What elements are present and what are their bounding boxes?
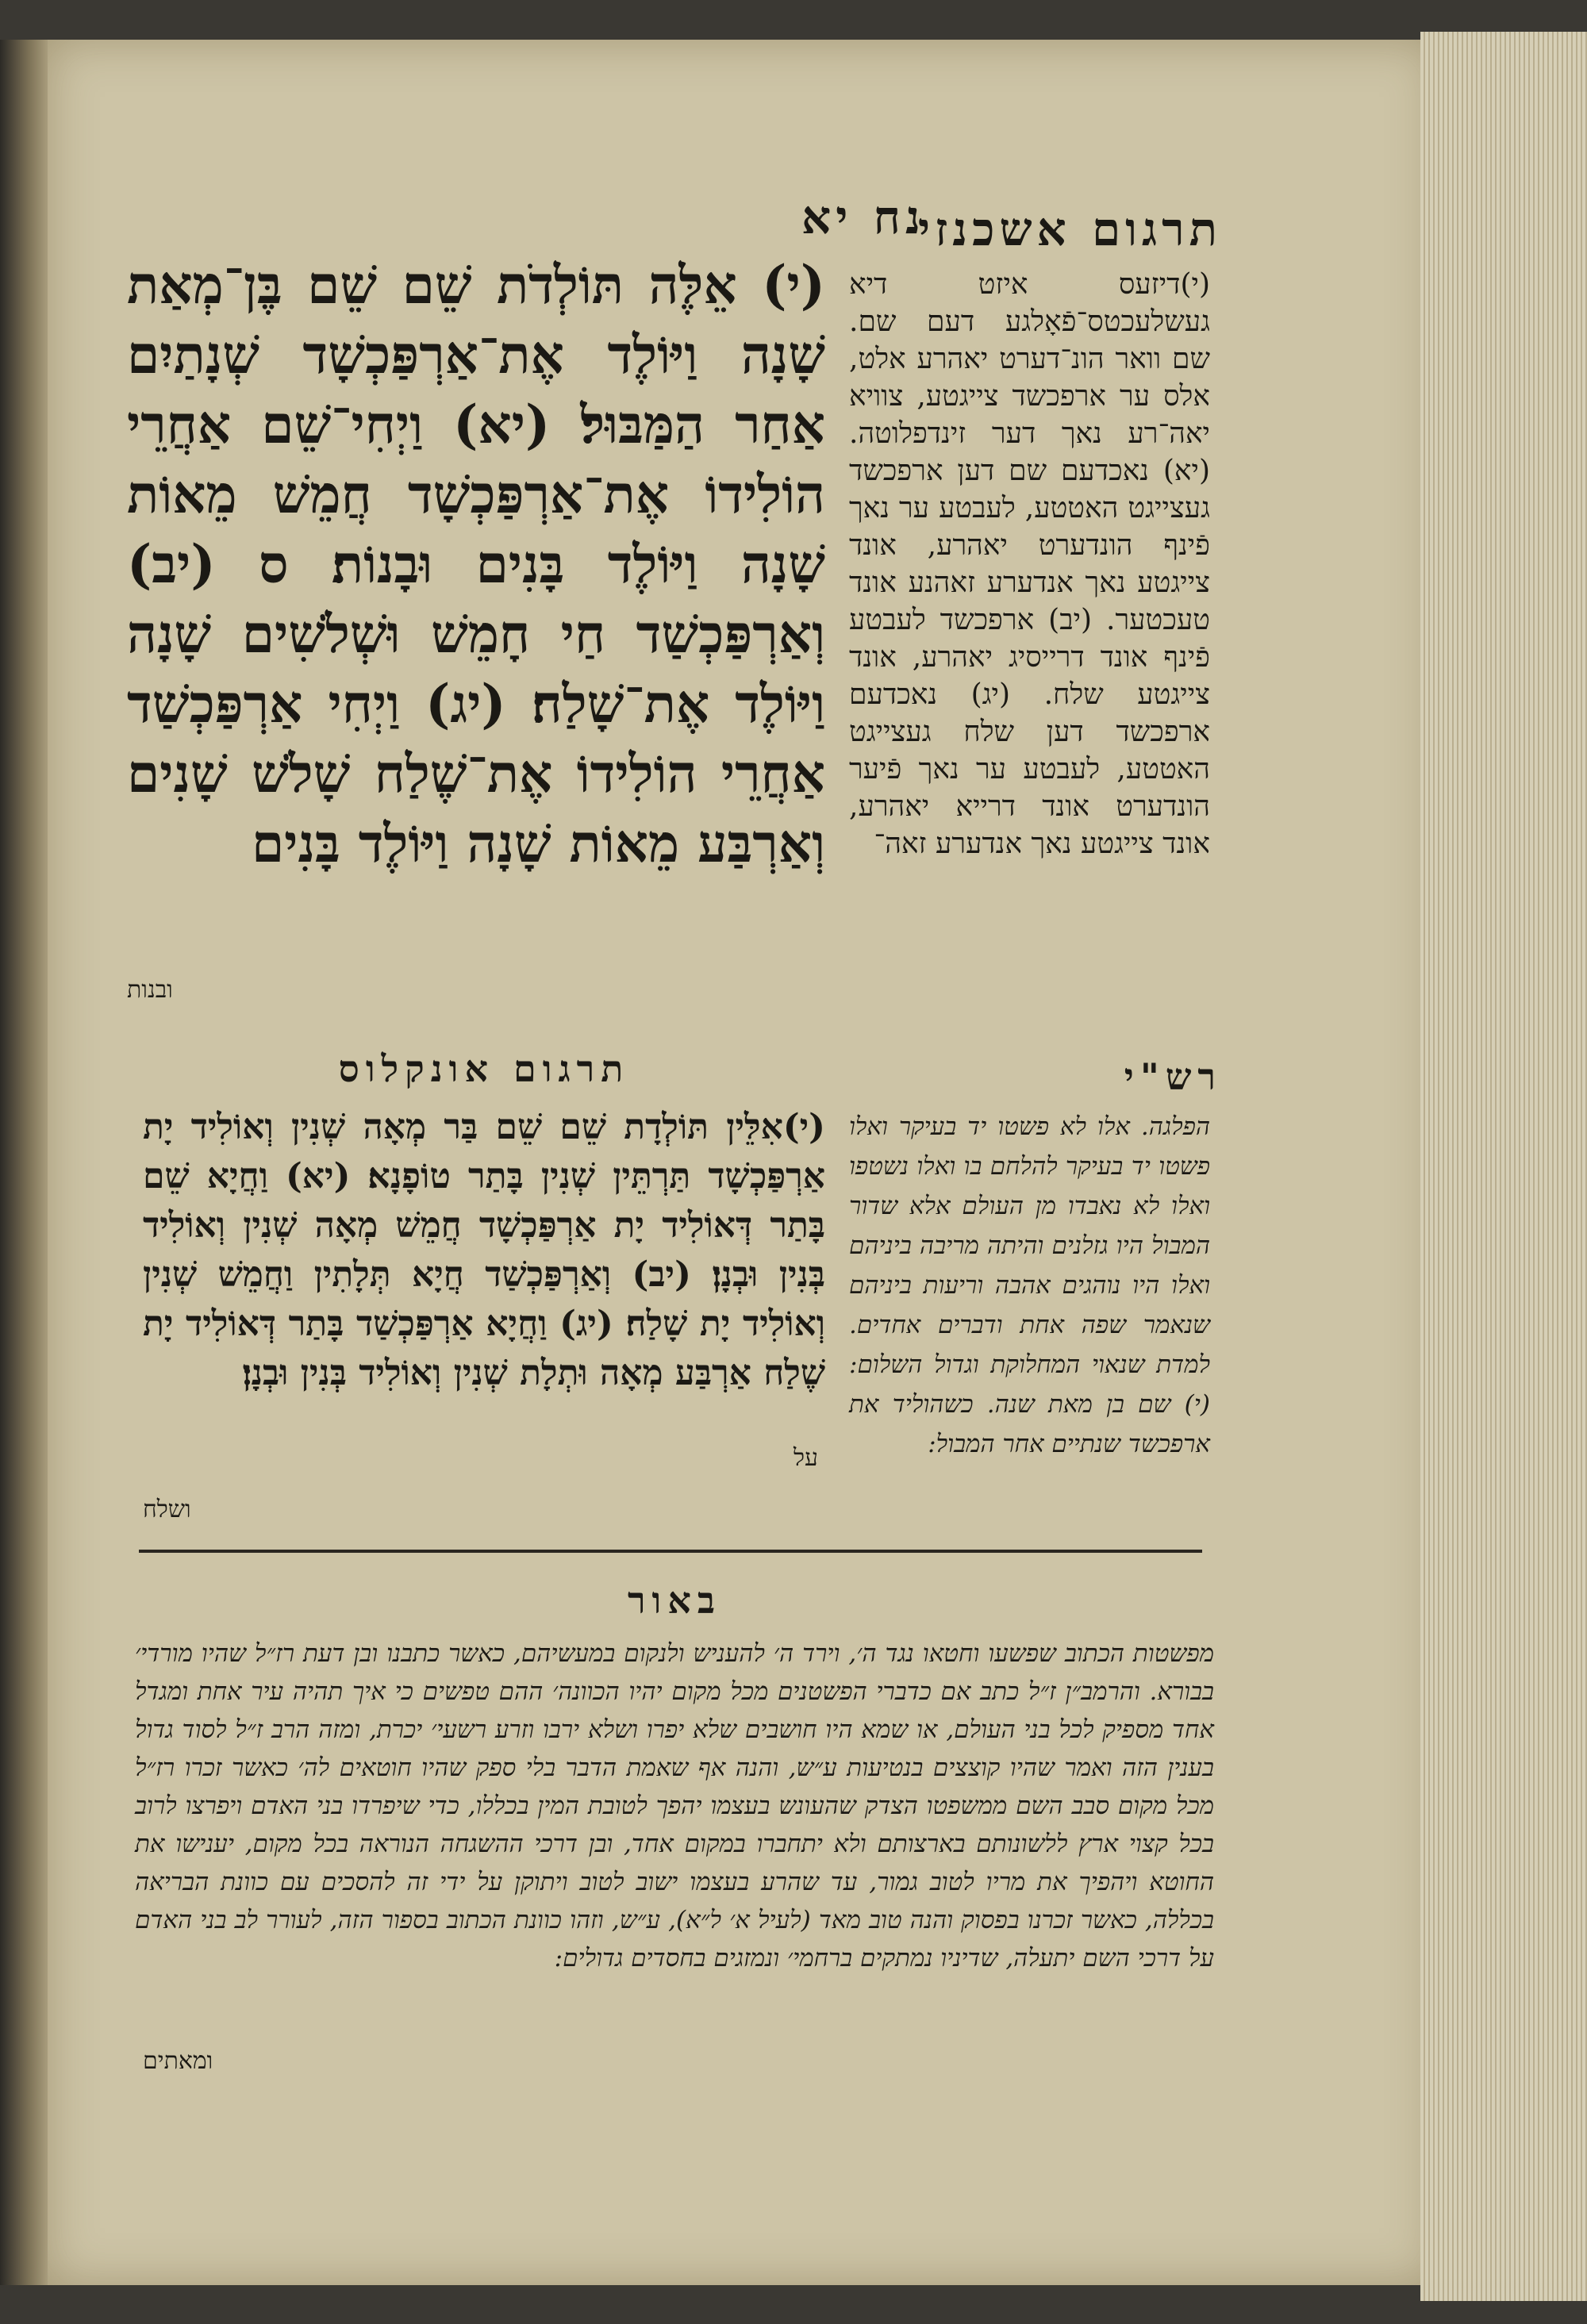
biur-title: באור bbox=[627, 1579, 722, 1622]
book-gutter bbox=[0, 40, 48, 2285]
ashkenazi-translation: (י)דיזעס איזט דיא געשלעכטס־פֿאָלגע דעם שם. שם וואר הונ־דערט יאהרע אלט, אלס ער ארפכשד צייגטע, צוויא יאה־רע נאך דער זינדפלוטה. (יא) נאכדעם שם דען ארפכשד געצייגט האטטע, לעבטע ער נאך פֿינף הונדערט יאהרע, אונד צייגטע נאך אנדערע זאהנע אונד טעכטער. (יב) ארפכשד לעבטע פֿינף אונד דרייסיג יאהרע, אונד צייגטע שלח. (יג) נאכדעם ארפכשד דען שלח געצייגט האטטע, לעבטע ער נאך פֿיער הונדערט אונד דרייא יאהרע, אונד צייגטע נאך אנדערע זאה־ bbox=[849, 268, 1210, 860]
running-head-left-text: נח יא bbox=[801, 190, 925, 244]
rashi-catchword-text: על bbox=[794, 1444, 819, 1472]
biur-catchword-text: ומאתים bbox=[143, 2047, 213, 2075]
divider-rule bbox=[139, 1550, 1202, 1553]
torah-text: (י) אֵלֶּה תּוֹלְדֹת שֵׁם שֵׁם בֶּן־מְאַת שָׁנָה וַיּוֹלֶד אֶת־אַרְפַּכְשָׁד שְׁנָתַיִם אַחַר הַמַּבּוּל׃ (יא) וַיְחִי־שֵׁם אַחֲרֵי הוֹלִידוֹ אֶת־אַרְפַּכְשָׁד חֲמֵשׁ מֵאוֹת שָׁנָה וַיּוֹלֶד בָּנִים וּבָנוֹת׃ ס (יב) וְאַרְפַּכְשַׁד חַי חָמֵשׁ וּשְׁלֹשִׁים שָׁנָה וַיּוֹלֶד אֶת־שָׁלַח׃ (יג) וַיְחִי אַרְפַּכְשַׁד אַחֲרֵי הוֹלִידוֹ אֶת־שֶׁלַח שָׁלֹשׁ שָׁנִים וְאַרְבַּע מֵאוֹת שָׁנָה וַיּוֹלֶד בָּנִים bbox=[127, 254, 825, 874]
biur-text: מפשטות הכתוב שפשעו וחטאו נגד ה׳, וירד ה׳ להעניש ולנקום במעשיהם, כאשר כתבנו ובן דעת רז״ל שהיו מורדי׳ בבורא. והרמב״ן ז״ל כתב אם כדברי הפשטנים מכל מקום יהיו הכוונה׳ ההם טפשים כי איך תהיה עיר אחת ומגדל אחד מספיק לכל בני העולם, או שמא היו חושבים שלא יפרו ושלא ירבו וזרע רשעי׳ יכרת, ומזה הרב ז״ל לסוד גדול בענין הזה ואמר שהיו קוצצים בנטיעות ע״ש, והנה אף שאמת הדבר בלי ספק שהיו חוטאים לה׳ כאשר זכרו רז״ל מכל מקום סבב השם ממשפטו הצדק שהעונש בעצמו יהפך לטובת המין בכללו, כדי שיפרדו בני האדם ויפרצו לרוב בכל קצוי ארץ ללשונותם בארצותם ולא יתחברו במקום אחד, ובן דרכי ההשגחה הנוראה בכל מקום, יענישו את החוטא ויהפיך את מריו לטוב גמור, עד שהרע בעצמו ישוב לטוב ויתוקן על ידי זה להסכים עם כוונת הבריאה בכללה, כאשר זכרנו בפסוק והנה טוב מאד (לעיל א׳ ל״א), ע״ש, וזהו כוונת הכתוב בספור הזה, לעורר לב בני האדם על דרכי השם יתעלה, שדיניו נמתקים ברחמי׳ ונמזגים בחסדים גדולים: bbox=[135, 1639, 1214, 1973]
onkelos-title: תרגום אונקלוס bbox=[338, 1047, 630, 1090]
rashi-title: רש"י bbox=[1124, 1055, 1222, 1098]
onkelos-catchword bbox=[143, 1496, 270, 1523]
onkelos-catchword-text: ושלח bbox=[143, 1496, 191, 1523]
running-head-right: תרגום אשכנזי bbox=[917, 202, 1222, 256]
torah-catchword bbox=[127, 976, 270, 1004]
rashi-text: הפלגה. אלו לא פשטו יד בעיקר ואלו פשטו יד בעיקר להלחם בו ואלו נשטפו ואלו לא נאבדו מן העולם אלא שדור המבול היו גזלנים והיתה מריבה ביניהם ואלו היו נוהגים אהבה וריעות ביניהם שנאמר שפה אחת ודברים אחדים. למדת שנאוי המחלוקת וגדול השלום: (י) שם בן מאת שנה. כשהוליד את ארפכשד שנתיים אחר המבול: bbox=[849, 1112, 1210, 1458]
torah-catchword-text: ובנות bbox=[127, 976, 173, 1004]
rashi-catchword bbox=[794, 1444, 889, 1472]
onkelos-text: (י)אִלֵּין תּוֹלְדָת שֵׁם שֵׁם בַּר מְאָה שְׁנִין וְאוֹלִיד יָת אַרְפַּכְשָׁד תַּרְתֵּין שְׁנִין בָּתַר טוֹפָנָא׃ (יא) וַחֲיָא שֵׁם בָּתַר דְּאוֹלִיד יָת אַרְפַּכְשָׁד חֲמֵשׁ מְאָה שְׁנִין וְאוֹלִיד בְּנִין וּבְנָן׃ (יב) וְאַרְפַּכְשַׁד חֲיָא תְּלָתִין וַחֲמֵשׁ שְׁנִין וְאוֹלִיד יָת שָׁלַח׃ (יג) וַחֲיָא אַרְפַּכְשַׁד בָּתַר דְּאוֹלִיד יָת שֶׁלַח אַרְבַּע מְאָה וּתְלָת שְׁנִין וְאוֹלִיד בְּנִין וּבְנָן׃ bbox=[143, 1107, 825, 1393]
running-head-left bbox=[801, 190, 1055, 244]
biur-catchword bbox=[143, 2047, 302, 2075]
page-edges bbox=[1420, 32, 1587, 2301]
